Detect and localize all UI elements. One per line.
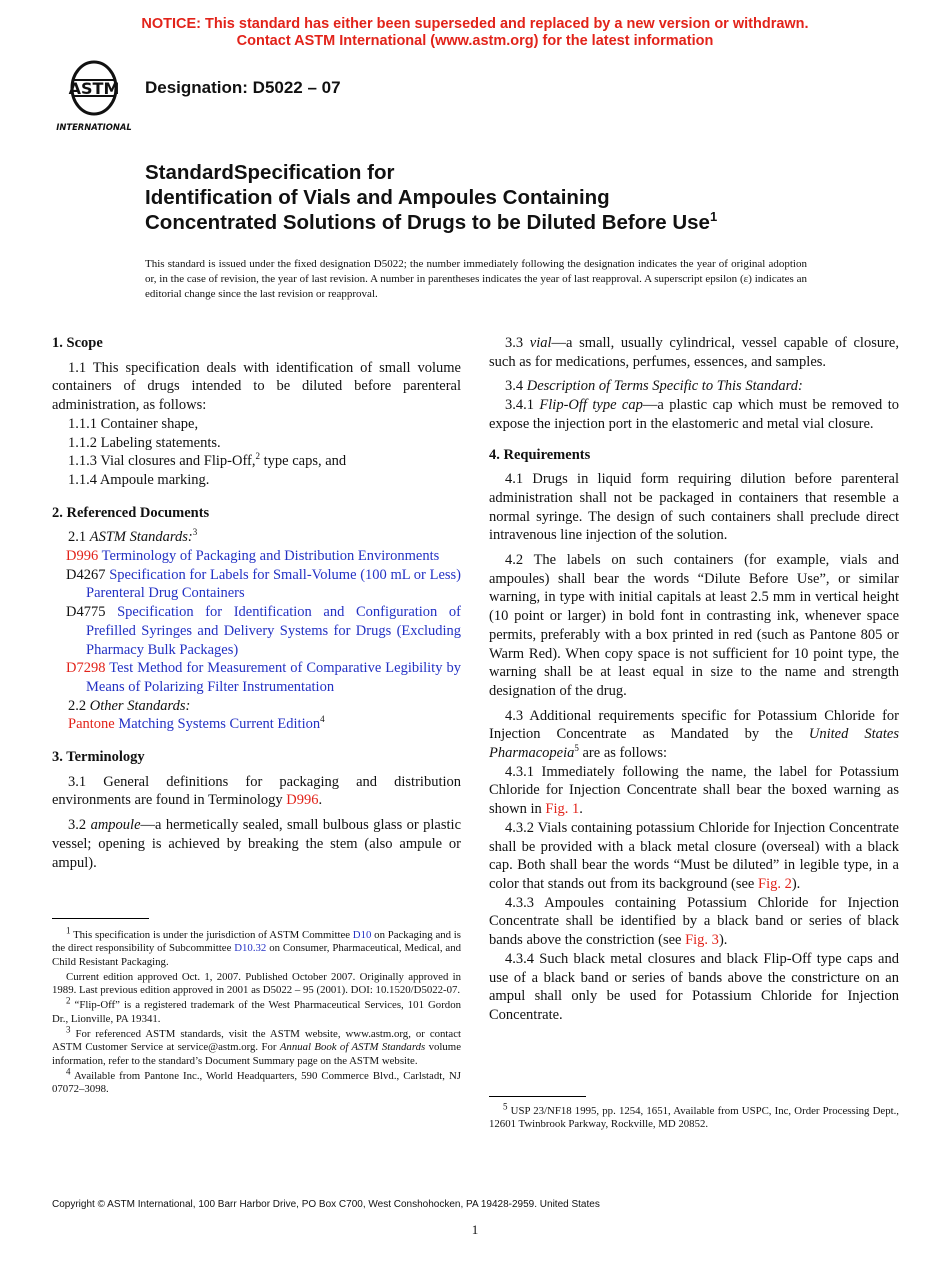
title-line-3: Concentrated Solutions of Drugs to be Diluted Before Use — [145, 211, 710, 234]
link-d10[interactable]: D10 — [352, 929, 372, 941]
notice-line-1: NOTICE: This standard has either been superseded and replaced by a new version or withdrawn. — [141, 16, 809, 32]
astm-logo-subtext: INTERNATIONAL — [56, 122, 132, 132]
para-4-3-1: 4.3.1 Immediately following the name, the label for Potassium Chloride for Injection Concentrate shall bear the boxed warning as shown in Fig. 1. — [489, 763, 899, 818]
para-4-2: 4.2 The labels on such containers (for example, vials and ampoules) shall bear the words “Dilute Before Use”, or similar warning, in type with initial capitals at least 2.5 mm in vertical height (10 point or larger) in bold font in contrasting ink, whenever space permits, preferably with a box printed in red (such as Pantone 805 or Warm Red). When copy space is not sufficient for 10 point type, the warning shall be at least equal in size to the name and strength designation of the drug. — [489, 552, 899, 699]
para-4-3-2: 4.3.2 Vials containing potassium Chloride for Injection Concentrate shall be provided with a black metal closure (overseal) with a black cap. Both shall bear the words “Must be diluted” in legible type, in a color that stands out from its background (see Fig. 2). — [489, 819, 899, 892]
footnote-1: $^1$ This specification is under the jurisdiction of ASTM Committee D10 on Packaging and is the direct responsibility of Subcommittee D10.32 on Consumer, Pharmaceutical, Medical, and Child Resistant Packaging. — [52, 925, 462, 968]
footnote-marker-2[interactable]: 2 — [255, 451, 260, 462]
para-4-3-3: 4.3.3 Ampoules containing Potassium Chloride for Injection Concentrate shall be identified by a black band or series of black bands above the constriction (see Fig. 3). — [489, 894, 899, 949]
section-heading-terminology: 3. Terminology — [52, 749, 145, 766]
footnote-1-edition: Current edition approved Oct. 1, 2007. Published October 2007. Originally approved in 1989. Last previous edition approved in 2001 as D5022 – 95 (2001). DOI: 10.1520/D5022-07. — [52, 970, 461, 997]
para-2-2: 2.2 Other Standards: — [68, 697, 191, 714]
notice-banner — [0, 16, 950, 50]
astm-logo — [52, 60, 136, 134]
footnote-marker-3[interactable]: 3 — [192, 527, 198, 538]
notice-line-2: Contact ASTM International (www.astm.org) for the latest information — [236, 33, 714, 49]
para-3-4: 3.4 Description of Terms Specific to This Standard: — [505, 378, 803, 395]
para-4-3-4: 4.3.4 Such black metal closures and black Flip-Off type caps and use of a black band or series of bands above the constricture on an ampul shall only be used for Potassium Chloride for Injection Concentrate. — [489, 950, 899, 1023]
para-2-1: 2.1 ASTM Standards:$^3$ — [68, 527, 198, 546]
ref-d4267[interactable]: D4267 Specification for Labels for Small-Volume (100 mL or Less) Parenteral Drug Containers — [66, 566, 461, 602]
footnote-rule-right — [489, 1096, 586, 1097]
item-1-1-4: 1.1.4 Ampoule marking. — [68, 471, 210, 488]
link-fig-3[interactable]: Fig. 3 — [685, 932, 719, 949]
footnotes-left — [52, 925, 462, 1099]
footnote-2: $^2$ “Flip-Off” is a registered trademark of the West Pharmaceutical Services, 101 Gordon Dr., Lionville, PA 19341. — [52, 995, 461, 1025]
para-4-1: 4.1 Drugs in liquid form requiring dilution before parenteral administration shall not be packaged in containers that resemble a normal syringe. The design of such containers shall preclude direct intravenous line injection of the solution. — [489, 471, 899, 544]
page-number: 1 — [471, 1222, 479, 1237]
footnote-marker-5[interactable]: 5 — [574, 743, 579, 754]
para-3-4-1: 3.4.1 Flip-Off type cap—a plastic cap which must be removed to expose the injection port in the elastomeric and metal vial closure. — [489, 397, 899, 432]
astm-logo-text: ASTM — [68, 79, 120, 98]
title-footnote-marker[interactable]: 1 — [709, 209, 718, 225]
footnote-rule-left — [52, 918, 149, 919]
issued-note: This standard is issued under the fixed designation D5022; the number immediately following the designation indicates the year of original adoption or, in the case of revision, the year of last revision. A number in parentheses indicates the year of last reapproval. A superscript epsilon (ε) indicates an editorial change since the last revision or reapproval. — [145, 258, 807, 300]
para-4-3: 4.3 Additional requirements specific for Potassium Chloride for Injection Concentrate as Mandated by the United States Pharmacopeia$^5$ are as follows: — [489, 707, 899, 762]
ref-d7298[interactable]: D7298 Test Method for Measurement of Comparative Legibility by Means of Polarizing Filter Instrumentation — [66, 660, 461, 695]
para-3-3: 3.3 vial—a small, usually cylindrical, vessel capable of closure, such as for medications, perfumes, essences, and samples. — [489, 335, 899, 370]
footnote-4: $^4$ Available from Pantone Inc., World Headquarters, 590 Commerce Blvd., Carlstadt, NJ 07072–3098. — [52, 1066, 461, 1096]
item-1-1-2: 1.1.2 Labeling statements. — [68, 434, 221, 451]
link-d996[interactable]: D996 — [286, 792, 319, 809]
section-heading-requirements: 4. Requirements — [489, 446, 591, 463]
left-column — [52, 334, 461, 872]
section-heading-scope: 1. Scope — [52, 335, 103, 351]
title-line-1: StandardSpecification for — [145, 161, 395, 184]
ref-pantone[interactable]: Pantone Matching Systems Current Edition$^4$ — [68, 714, 325, 733]
document-title — [145, 160, 865, 235]
copyright: Copyright © ASTM International, 100 Barr Harbor Drive, PO Box C700, West Conshohocken, PA 19428-2959. United States — [52, 1199, 600, 1210]
section-heading-referenced: 2. Referenced Documents — [52, 504, 210, 521]
ref-d996[interactable]: D996 Terminology of Packaging and Distribution Environments — [66, 548, 440, 565]
ref-d4775[interactable]: D4775 Specification for Identification and Configuration of Prefilled Syringes and Delivery Systems for Drugs (Excluding Pharmacy Bulk Packages) — [66, 604, 461, 658]
footnote-3: $^3$ For referenced ASTM standards, visit the ASTM website, www.astm.org, or contact ASTM Customer Service at service@astm.org. For Annual Book of ASTM Standards volume information, refer to the standard’s Document Summary page on the ASTM website. — [52, 1024, 461, 1067]
footnote-5: $^5$ USP 23/NF18 1995, pp. 1254, 1651, Available from USPC, Inc, Order Processing Dept., 12601 Twinbrook Parkway, Rockville, MD 20852. — [489, 1101, 899, 1131]
item-1-1-3: 1.1.3 Vial closures and Flip-Off,$^2$ type caps, and — [68, 451, 347, 470]
para-1-1: 1.1 This specification deals with identification of small volume containers of drugs intended to be diluted before parenteral administration, as follows: — [52, 359, 461, 414]
designation: Designation: D5022 – 07 — [145, 78, 341, 97]
link-d10-32[interactable]: D10.32 — [234, 942, 267, 955]
footnotes-right — [489, 1101, 899, 1134]
link-fig-2[interactable]: Fig. 2 — [758, 875, 792, 892]
item-1-1-1: 1.1.1 Container shape, — [68, 415, 199, 432]
para-3-2: 3.2 ampoule—a hermetically sealed, small bulbous glass or plastic vessel; opening is achieved by breaking the stem (also ampule or ampul). — [52, 817, 461, 871]
right-column — [489, 334, 899, 1025]
para-3-1: 3.1 General definitions for packaging and distribution environments are found in Terminology D996. — [52, 773, 461, 809]
link-fig-1[interactable]: Fig. 1 — [545, 801, 580, 818]
title-line-2: Identification of Vials and Ampoules Containing — [145, 186, 610, 209]
